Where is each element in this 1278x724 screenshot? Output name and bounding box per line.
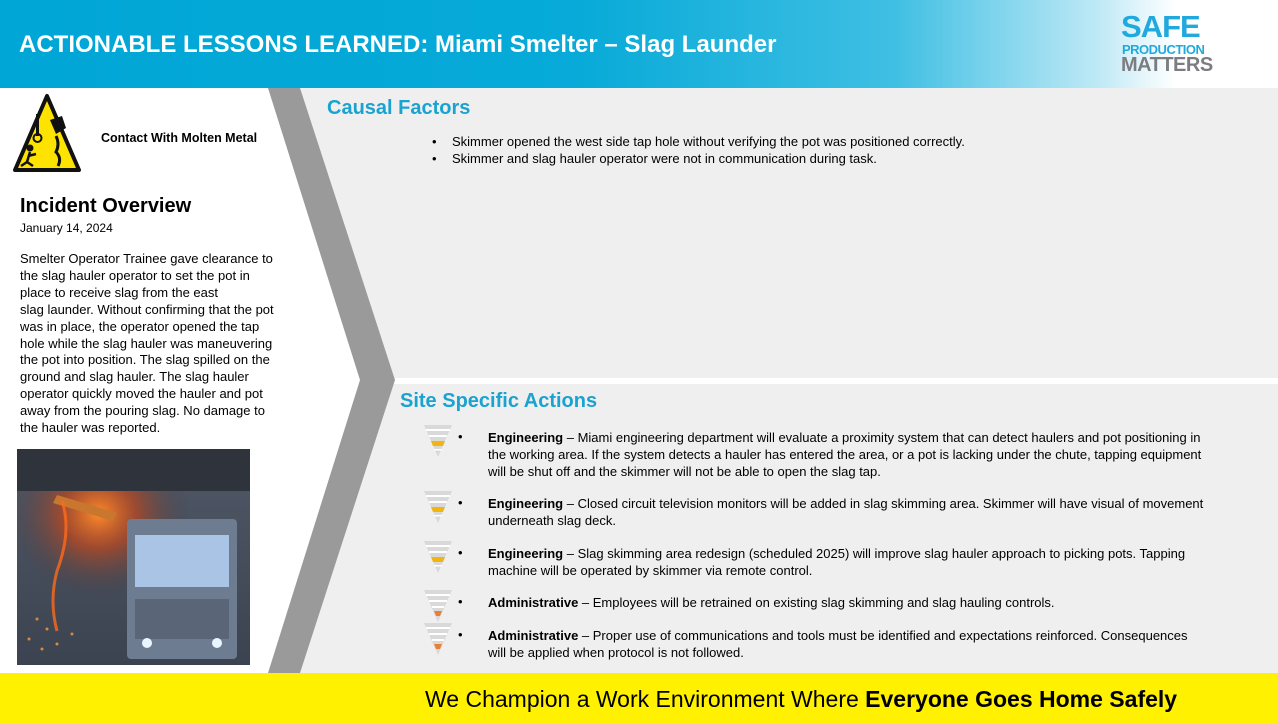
action-text [488,545,1208,579]
action-description: – Employees will be retrained on existing slag skimming and slag hauling controls. [578,595,1055,610]
incident-line: Smelter Operator Trainee gave clearance to [20,251,273,266]
bullet: • [432,151,437,166]
action-description: – Miami engineering department will evaluate a proximity system that can detect haulers and pot positioning in the working area. If the system detects a hauler has entered the area, or a pot is lacking under the chute, tapping equipment will be shut off and the skimmer will not be able to open the slag tap. [488,430,1202,479]
causal-factor-text: Skimmer opened the west side tap hole without verifying the pot was positioned correctly. [452,134,965,149]
incident-line: the hauler was reported. [20,420,161,436]
bullet: • [458,594,463,609]
incident-line: the slag hauler operator to set the pot in [20,267,250,283]
logo-line-2: PRODUCTION [1122,42,1205,57]
incident-line: away from the pouring slag. No damage to [20,403,265,419]
bullet: • [458,545,463,560]
hierarchy-of-controls-icon [420,539,456,575]
causal-factor-text: Skimmer and slag hauler operator were not in communication during task. [452,151,877,166]
action-text [488,594,1208,611]
molten-metal-warning-icon [12,92,82,176]
incident-description [20,251,302,437]
footer-text-regular: We Champion a Work Environment Where [425,686,866,712]
incident-line: operator quickly moved the hauler and pot [20,386,263,402]
action-text [488,429,1208,480]
header-banner [0,0,1278,88]
action-category: Engineering [488,430,564,445]
page-title: ACTIONABLE LESSONS LEARNED: Miami Smelter – Slag Launder [19,31,777,58]
incident-line: the pot into position. The slag spilled on the [20,352,270,368]
causal-panel-bg [300,88,1278,378]
incident-line: slag launder. Without confirming that the pot [20,301,274,317]
action-text [488,627,1208,661]
action-description: – Closed circuit television monitors will be added in slag skimming area. Skimmer will have visual of movement underneath slag deck. [488,496,1204,528]
incident-line: hole while the slag hauler was maneuvering [20,335,273,351]
causal-factor-item [432,150,965,167]
logo-line-3: MATTERS [1121,54,1213,76]
bullet: • [458,495,463,510]
causal-factor-item [432,133,965,150]
bullet: • [458,627,463,642]
action-description: – Slag skimming area redesign (scheduled 2025) will improve slag hauler approach to picking pots. Tapping machine will be operated by skimmer via remote control. [488,546,1186,578]
action-category: Administrative [488,628,579,643]
bullet: • [432,134,437,149]
action-text [488,495,1208,529]
safe-production-matters-logo [1121,9,1231,76]
action-category: Administrative [488,595,579,610]
hazard-label: Contact With Molten Metal [101,131,258,145]
incident-photo [17,449,250,665]
incident-overview-title: Incident Overview [20,195,192,217]
hierarchy-of-controls-icon [420,588,456,624]
incident-line: ground and slag hauler. The slag hauler [20,369,249,385]
site-specific-actions-title: Site Specific Actions [400,390,598,412]
action-category: Engineering [488,496,564,511]
bullet: • [458,429,463,444]
hierarchy-of-controls-icon [420,489,456,525]
hierarchy-of-controls-icon [420,423,456,459]
incident-date: January 14, 2024 [20,221,113,235]
action-description: – Proper use of communications and tools must be identified and expectations reinforced. Consequences will be applied when protocol is not followed. [488,628,1188,660]
logo-line-1: SAFE [1121,9,1200,44]
incident-line: was in place, the operator opened the tap [20,318,260,334]
incident-line: place to receive slag from the east [20,284,218,300]
footer-text-bold: Everyone Goes Home Safely [865,686,1178,712]
action-category: Engineering [488,546,564,561]
hierarchy-of-controls-icon [420,621,456,657]
causal-factors-title: Causal Factors [327,97,471,119]
footer-slogan [425,686,1177,713]
causal-factors-list [432,133,965,167]
